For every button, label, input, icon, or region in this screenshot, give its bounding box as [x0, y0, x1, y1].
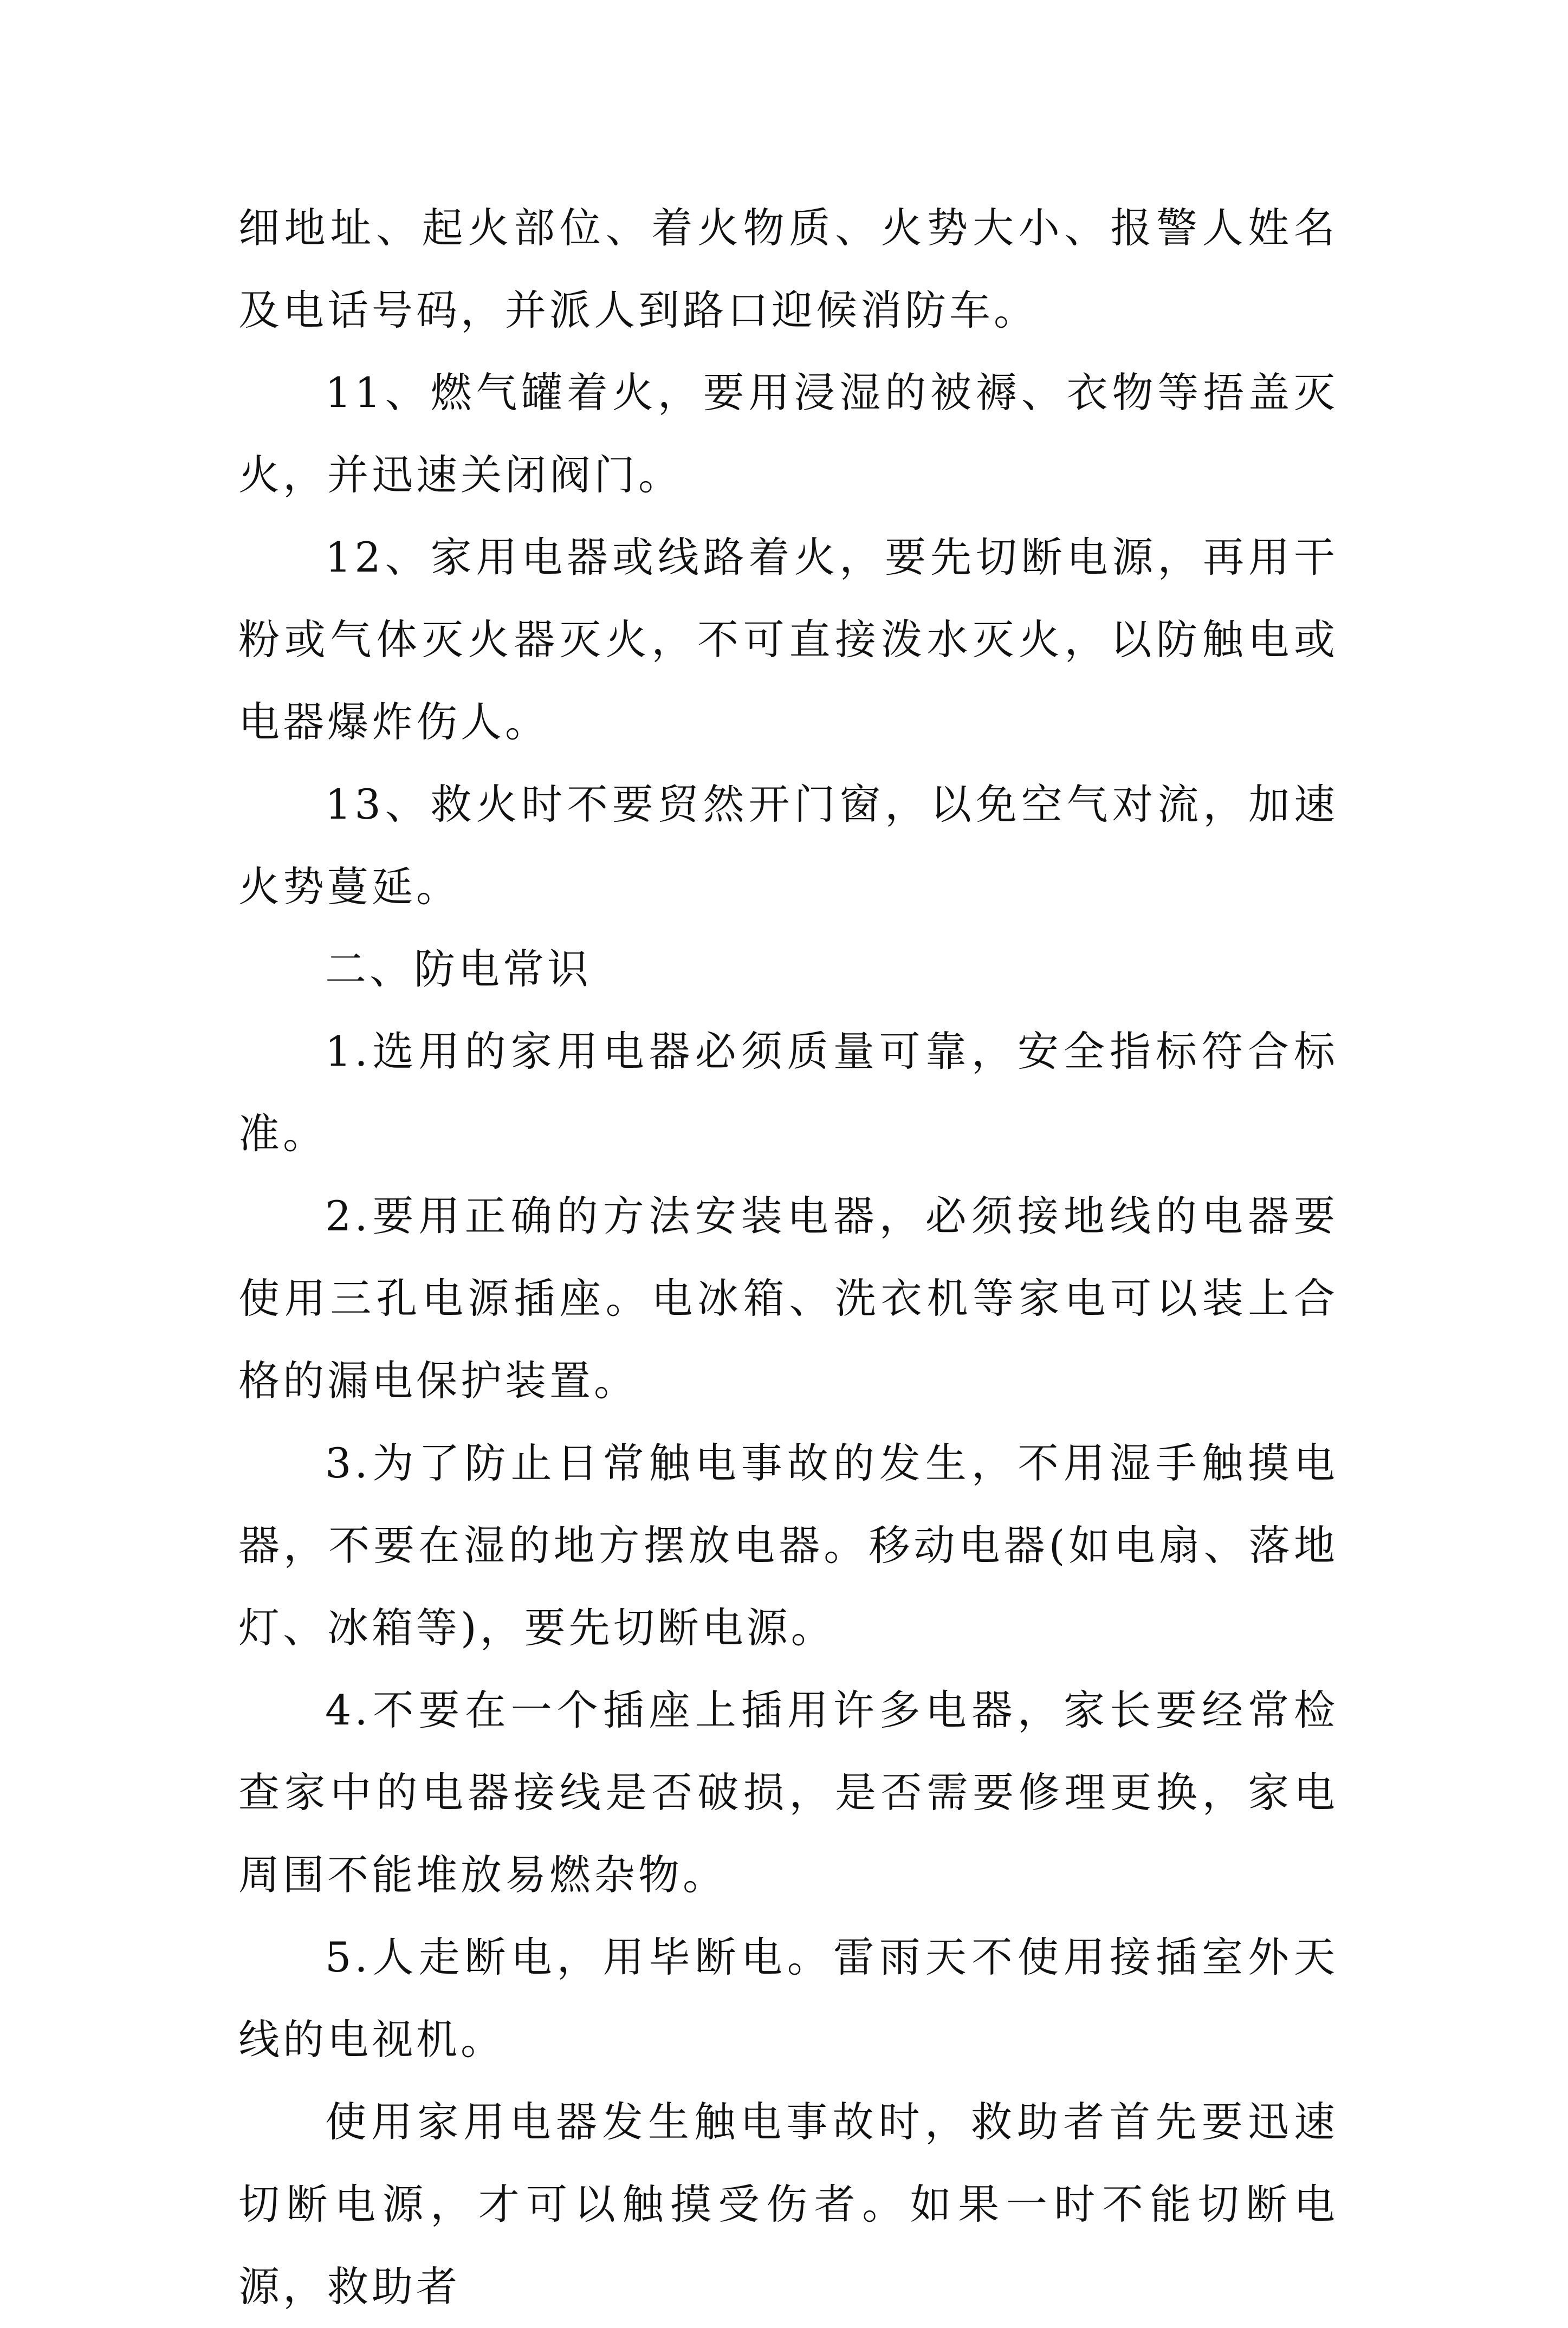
- paragraph-4: 13、救火时不要贸然开门窗，以免空气对流，加速火势蔓延。: [238, 780, 1338, 911]
- section-heading: 二、防电常识: [325, 945, 592, 993]
- paragraph-9: 4.不要在一个插座上插用许多电器，家长要经常检查家中的电器接线是否破损，是否需要修理更换，家电周围不能堆放易燃杂物。: [238, 1686, 1338, 1899]
- paragraph-1: 细地址、起火部位、着火物质、火势大小、报警人姓名及电话号码，并派人到路口迎候消防车。: [238, 204, 1338, 334]
- paragraph-6: 1.选用的家用电器必须质量可靠，安全指标符合标准。: [238, 1027, 1338, 1158]
- paragraph-3: 12、家用电器或线路着火，要先切断电源，再用干粉或气体灭火器灭火，不可直接泼水灭火，以防触电或电器爆炸伤人。: [238, 533, 1338, 746]
- paragraph-11: 使用家用电器发生触电事故时，救助者首先要迅速切断电源，才可以触摸受伤者。如果一时不能切断电源，救助者: [238, 2098, 1338, 2311]
- paragraph-7: 2.要用正确的方法安装电器，必须接地线的电器要使用三孔电源插座。电冰箱、洗衣机等家电可以装上合格的漏电保护装置。: [238, 1192, 1338, 1405]
- paragraph-2: 11、燃气罐着火，要用浸湿的被褥、衣物等捂盖灭火，并迅速关闭阀门。: [238, 368, 1338, 499]
- document-body: [238, 187, 1338, 2328]
- paragraph-8: 3.为了防止日常触电事故的发生，不用湿手触摸电器，不要在湿的地方摆放电器。移动电器(如电扇、落地灯、冰箱等)，要先切断电源。: [238, 1439, 1338, 1652]
- paragraph-10: 5.人走断电，用毕断电。雷雨天不使用接插室外天线的电视机。: [238, 1933, 1338, 2064]
